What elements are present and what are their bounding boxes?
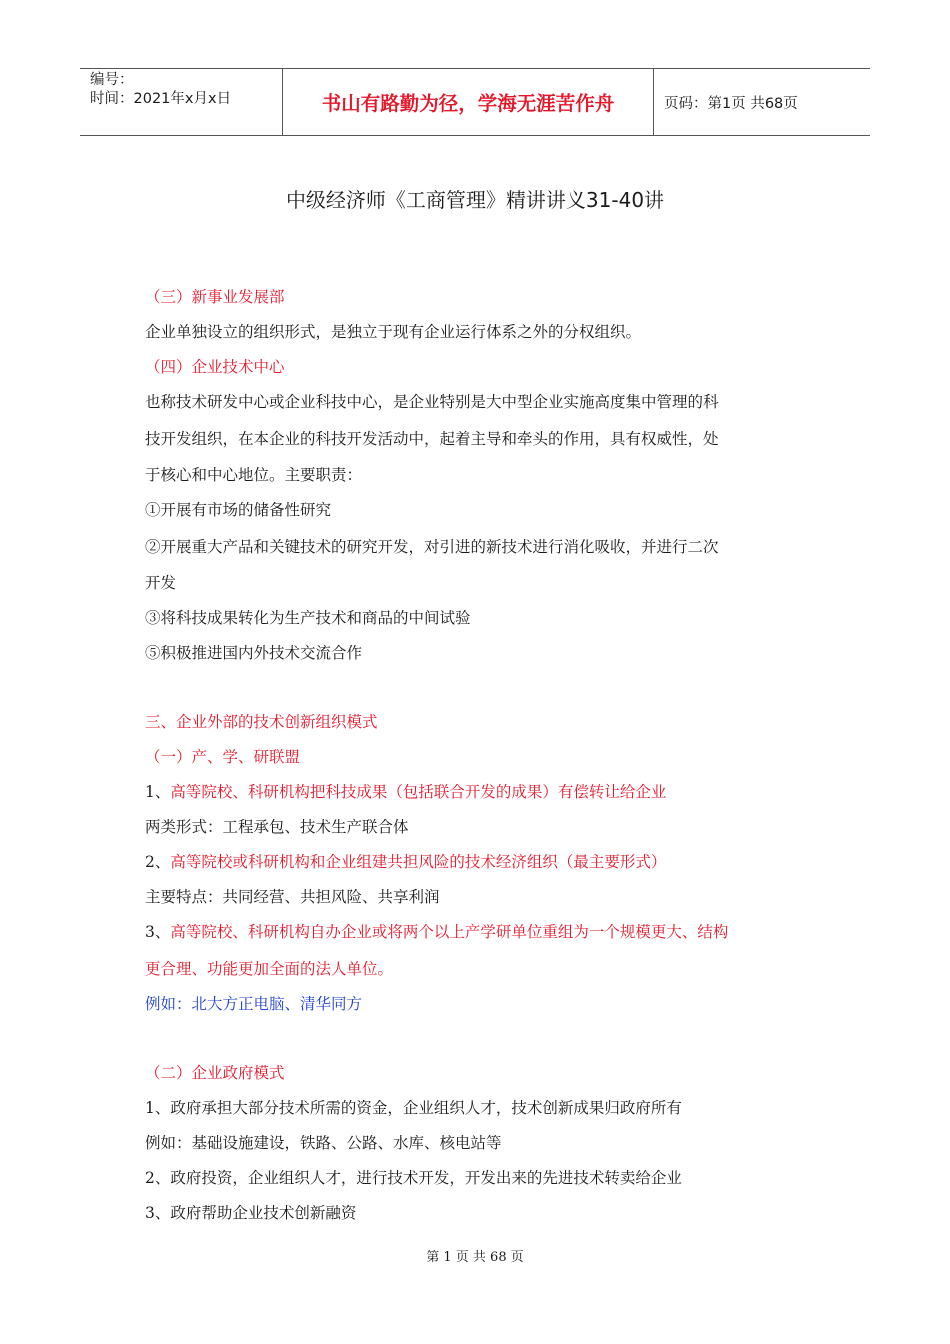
paragraph-line: 两类形式：工程承包、技术生产联合体 [145, 818, 409, 836]
list-item: ⑤积极推进国内外技术交流合作 [145, 644, 363, 662]
paragraph-line: 主要特点：共同经营、共担风险、共享利润 [145, 888, 440, 906]
header-left-cell [80, 69, 282, 135]
item-text: 高等院校、科研机构把科技成果（包括联合开发的成果）有偿转让给企业 [170, 783, 667, 801]
paragraph-line: 企业单独设立的组织形式，是独立于现有企业运行体系之外的分权组织。 [145, 323, 642, 341]
paragraph-line: 于核心和中心地位。主要职责： [145, 466, 363, 484]
paragraph-line: 也称技术研发中心或企业科技中心，是企业特别是大中型企业实施高度集中管理的科 [145, 393, 719, 411]
section-heading: （二）企业政府模式 [145, 1064, 285, 1082]
page-info: 页码：第1页 共68页 [664, 95, 798, 112]
list-item: ②开展重大产品和关键技术的研究开发，对引进的新技术进行消化吸收，并进行二次 [145, 538, 719, 556]
paragraph-line: 技开发组织，在本企业的科技开发活动中，起着主导和牵头的作用，具有权威性，处 [145, 430, 719, 448]
example-line: 例如：北大方正电脑、清华同方 [145, 995, 363, 1013]
paragraph-line: 1、政府承担大部分技术所需的资金，企业组织人才，技术创新成果归政府所有 [145, 1099, 682, 1117]
numbered-item [145, 850, 666, 872]
section-heading: （三）新事业发展部 [145, 288, 285, 306]
page-footer: 第 1 页 共 68 页 [426, 1250, 524, 1265]
paragraph-line: 更合理、功能更加全面的法人单位。 [145, 960, 394, 978]
list-item: ③将科技成果转化为生产技术和商品的中间试验 [145, 609, 471, 627]
section-heading: （一）产、学、研联盟 [145, 748, 301, 766]
motto: 书山有路勤为径，学海无涯苦作舟 [282, 69, 654, 135]
section-heading: 三、企业外部的技术创新组织模式 [145, 713, 378, 731]
item-number: 3、 [145, 923, 171, 941]
item-number: 2、 [145, 853, 171, 871]
paragraph-line: 3、政府帮助企业技术创新融资 [145, 1204, 357, 1222]
header-table [80, 68, 870, 136]
section-heading: （四）企业技术中心 [145, 358, 285, 376]
number-label: 编号： [90, 72, 134, 88]
time-label: 时间：2021年x月x日 [90, 91, 232, 107]
numbered-item [145, 920, 728, 942]
list-item-continued: 开发 [145, 574, 177, 592]
item-number: 1、 [145, 783, 171, 801]
item-text: 高等院校或科研机构和企业组建共担风险的技术经济组织（最主要形式） [170, 853, 667, 871]
paragraph-line: 例如：基础设施建设，铁路、公路、水库、核电站等 [145, 1134, 502, 1152]
list-item: ①开展有市场的储备性研究 [145, 501, 332, 519]
document-title: 中级经济师《工商管理》精讲讲义31-40讲 [285, 188, 665, 212]
item-text: 高等院校、科研机构自办企业或将两个以上产学研单位重组为一个规模更大、结构 [170, 923, 729, 941]
numbered-item [145, 780, 666, 802]
paragraph-line: 2、政府投资，企业组织人才，进行技术开发，开发出来的先进技术转卖给企业 [145, 1169, 682, 1187]
